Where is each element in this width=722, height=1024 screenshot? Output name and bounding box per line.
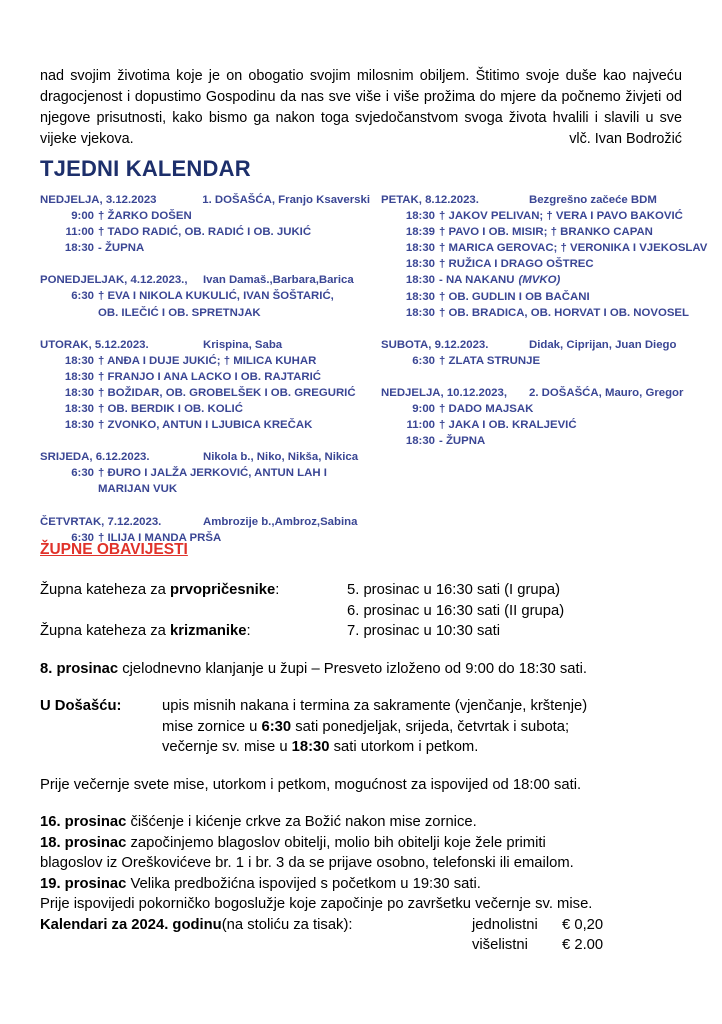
notices-section: Župna kateheza za prvopričesnike: 5. prosinac u 16:30 sati (I grupa) 6. prosinac u 16:30 sati (II grupa) Župna kateheza za krizmanike: 7. prosinac u 10:30 sati 8. prosinac cjelodnevno klanjanje u župi – Presveto izloženo od 9:00 do 18:30 sati. U Došašću: upis misnih nakana i termina za sakramente (vjenčanje, krštenje) mise zornice u 6:30 sati ponedjeljak, srijeda, četvrtak i subota; večernje sv. mise u 18:30 sati utorkom i petkom. Prije večernje svete mise, utorkom i petkom, mogućnost za ispovijed od 18:00 sati. 16. prosinac čišćenje i kićenje crkve za Božić nakon mise zornice. 18. prosinac započinjemo blagoslov obitelji, molio bih obitelji koje žele primiti blagoslov iz Oreškovićeve br. 1 i br. 3 da se prijave osobno, telefonski ili emailom. 19. prosinac Velika predbožićna ispovijed s početkom u 19:30 sati. Prije ispovijedi pokorničko bogoslužje koje započinje po završetku večernje sv. mise. Kalendari za 2024. godinu(na stoliću za tisak): jednolistni € 0,20 višelistni € 2.00 [40, 580, 700, 956]
mass-entry [40, 465, 370, 481]
mass-time: 6:30 [71, 467, 94, 480]
day-date: SRIJEDA, 6.12.2023. [40, 451, 150, 464]
mass-intention: † OB. BERDIK I OB. KOLIĆ [98, 403, 243, 416]
mass-time: 18:30 [405, 274, 435, 287]
mass-intention: † ZVONKO, ANTUN I LJUBICA KREČAK [98, 419, 313, 432]
mass-entry [381, 256, 711, 272]
calendar-price-multi: € 2.00 [562, 937, 604, 953]
mass-time: 18:30 [405, 210, 435, 223]
day-saints: Nikola b., Niko, Nikša, Nikica [203, 451, 359, 464]
mass-entry [381, 417, 711, 433]
mass-intention: † BOŽIDAR, OB. GROBELŠEK I OB. GREGURIĆ [98, 386, 356, 399]
mass-entry [40, 288, 370, 304]
mass-intention: † MARICA GEROVAC; † VERONIKA I VJEKOSLAV [439, 242, 708, 255]
mass-time: 18:30 [64, 386, 94, 399]
calendar-day [40, 192, 370, 256]
mass-intention: OB. ILEČIĆ I OB. SPRETNJAK [98, 306, 261, 319]
mass-intention: - ŽUPNA [98, 242, 145, 255]
mass-time: 18:30 [405, 258, 435, 271]
adoration-notice: 8. prosinac cjelodnevno klanjanje u župi – Presveto izloženo od 9:00 do 18:30 sati. [40, 660, 588, 677]
notices-title: ŽUPNE OBAVIJESTI [40, 541, 188, 558]
mass-entry [381, 289, 711, 305]
mass-entry [40, 240, 370, 256]
calendar-day [381, 385, 711, 449]
calendar-day [381, 337, 711, 369]
mass-entry [381, 305, 711, 321]
mass-entry [40, 481, 370, 497]
mass-time: 9:00 [412, 403, 435, 416]
calendar-option-single: jednolistni [472, 916, 538, 933]
day-date: UTORAK, 5.12.2023. [40, 338, 149, 351]
day-saints: Ambrozije b.,Ambroz,Sabina [203, 515, 358, 528]
advent-notice: U Došašću: upis misnih nakana i termina za sakramente (vjenčanje, krštenje) [40, 698, 588, 714]
mass-entry [40, 401, 370, 417]
intro-text: nad svojim životima koje je on obogatio svojim milosnim obiljem. Štitimo svoje duše kao najveću dragocjenost i dopustimo Gospodinu da nas sve više i više prožima do mjere da počnemo živjeti od njegove prisutnosti, kako bismo ga nakon toga svjedočanstvom svoga života hvalili i slavili u sve vijeke vjekova. [40, 68, 682, 147]
calendar-day [40, 337, 370, 434]
mass-time: 18:30 [64, 354, 94, 367]
mass-intention: † TADO RADIĆ, OB. RADIĆ I OB. JUKIĆ [98, 226, 312, 239]
mass-entry [40, 369, 370, 385]
mass-time: 6:30 [71, 531, 94, 544]
mass-entry [40, 417, 370, 433]
mass-intention: † OB. GUDLIN I OB BAČANI [439, 290, 590, 303]
mass-entry [40, 353, 370, 369]
day-saints: Ivan Damaš.,Barbara,Barica [203, 274, 354, 287]
mass-time: 18:30 [64, 403, 94, 416]
mass-time: 11:00 [65, 226, 94, 239]
day-saints: 2. DOŠAŠĆA, Mauro, Gregor [529, 386, 684, 399]
mass-entry [381, 401, 711, 417]
mass-entry [40, 224, 370, 240]
mass-entry [381, 224, 711, 240]
day-date: PONEDJELJAK, 4.12.2023., [40, 274, 188, 287]
catechesis-confirmation: Župna kateheza za krizmanike: 7. prosinac u 10:30 sati [40, 621, 700, 642]
mass-intention-extra: (MVKO) [518, 274, 561, 287]
mass-entry [40, 385, 370, 401]
mass-time: 6:30 [71, 290, 94, 303]
day-saints: Didak, Ciprijan, Juan Diego [529, 338, 677, 351]
mass-entry [381, 240, 711, 256]
mass-entry [40, 305, 370, 321]
notice-18-december: 18. prosinac započinjemo blagoslov obitelji, molio bih obitelji koje žele primiti [40, 834, 546, 851]
day-date: ČETVRTAK, 7.12.2023. [40, 515, 162, 528]
calendar-option-multi: višelistni [472, 937, 528, 953]
mass-time: 18:30 [405, 435, 435, 448]
mass-time: 18:39 [405, 226, 435, 239]
intro-paragraph [40, 66, 682, 150]
mass-intention: - NA NAKANU [439, 274, 515, 287]
mass-intention: † FRANJO I ANA LACKO I OB. RAJTARIĆ [98, 370, 321, 383]
mass-entry [381, 433, 711, 449]
notice-16-december: 16. prosinac čišćenje i kićenje crkve za Božić nakon mise zornice. [40, 814, 477, 830]
mass-entry [381, 353, 711, 369]
mass-intention: † ŽARKO DOŠEN [98, 210, 192, 223]
mass-time: 18:30 [405, 306, 435, 319]
day-date: PETAK, 8.12.2023. [381, 194, 479, 206]
day-date: SUBOTA, 9.12.2023. [381, 338, 489, 351]
calendar-title: TJEDNI KALENDAR [40, 156, 251, 181]
mass-intention: † RUŽICA I DRAGO OŠTREC [439, 258, 594, 271]
mass-time: 18:30 [405, 242, 435, 255]
penance-notice: Prije ispovijedi pokorničko bogoslužje koje započinje po završetku večernje sv. mise. [40, 896, 593, 912]
mass-intention: † EVA I NIKOLA KUKULIĆ, IVAN ŠOŠTARIĆ, [98, 290, 334, 303]
catechesis-first-communion: Župna kateheza za prvopričesnike: 5. prosinac u 16:30 sati (I grupa) [40, 580, 700, 601]
catechesis-second-date: 6. prosinac u 16:30 sati (II grupa) [347, 602, 565, 619]
mass-intention: † ĐURO I JALŽA JERKOVIĆ, ANTUN LAH I [98, 467, 327, 480]
mass-intention: † ILIJA I MANDA PRŠA [98, 531, 222, 544]
mass-intention: † OB. BRADICA, OB. HORVAT I OB. NOVOSEL [439, 306, 689, 319]
calendar-price-single: € 0,20 [562, 916, 604, 933]
day-saints: Krispina, Saba [203, 338, 283, 351]
mass-time: 9:00 [71, 210, 94, 223]
mass-intention: † JAKOV PELIVAN; † VERA I PAVO BAKOVIĆ [439, 210, 683, 223]
calendar-day [381, 192, 711, 321]
day-saints: 1. DOŠAŠĆA, Franjo Ksaverski [202, 194, 370, 206]
calendars-notice: Kalendari za 2024. godinu(na stoliću za tisak): jednolistni € 0,20 [40, 915, 700, 936]
mass-time: 18:30 [405, 290, 435, 303]
calendar-left-column [40, 192, 370, 562]
mass-intention: - ŽUPNA [439, 435, 486, 448]
confession-notice: Prije večernje svete mise, utorkom i petkom, mogućnost za ispovijed od 18:00 sati. [40, 776, 582, 793]
mass-time: 18:30 [64, 242, 94, 255]
day-date: NEDJELJA, 3.12.2023 [40, 194, 157, 206]
mass-intention: † PAVO I OB. MISIR; † BRANKO CAPAN [439, 226, 653, 239]
mass-time: 6:30 [412, 354, 435, 367]
mass-time: 18:30 [64, 370, 94, 383]
mass-time: 11:00 [406, 419, 435, 432]
mass-intention: MARIJAN VUK [98, 483, 178, 496]
signature: vlč. Ivan Bodrožić [569, 131, 682, 147]
notice-19-december: 19. prosinac Velika predbožićna ispovijed s početkom u 19:30 sati. [40, 875, 481, 892]
mass-entry [40, 208, 370, 224]
calendar-day [40, 449, 370, 497]
mass-time: 18:30 [64, 419, 94, 432]
mass-intention: † DADO MAJSAK [439, 403, 534, 416]
catechesis-first-date: 5. prosinac u 16:30 sati (I grupa) [347, 582, 561, 598]
calendar-day [40, 272, 370, 320]
day-date: NEDJELJA, 10.12.2023, [381, 386, 508, 399]
mass-intention: † ZLATA STRUNJE [439, 354, 541, 367]
mass-intention: † ANĐA I DUJE JUKIĆ; † MILICA KUHAR [98, 354, 317, 367]
catechesis-confirmation-date: 7. prosinac u 10:30 sati [347, 623, 500, 639]
mass-entry [381, 208, 711, 224]
mass-entry [381, 272, 711, 288]
calendar-right-column [381, 192, 711, 465]
day-saints: Bezgrešno začeće BDM [529, 194, 657, 206]
mass-intention: † JAKA I OB. KRALJEVIĆ [439, 419, 577, 432]
